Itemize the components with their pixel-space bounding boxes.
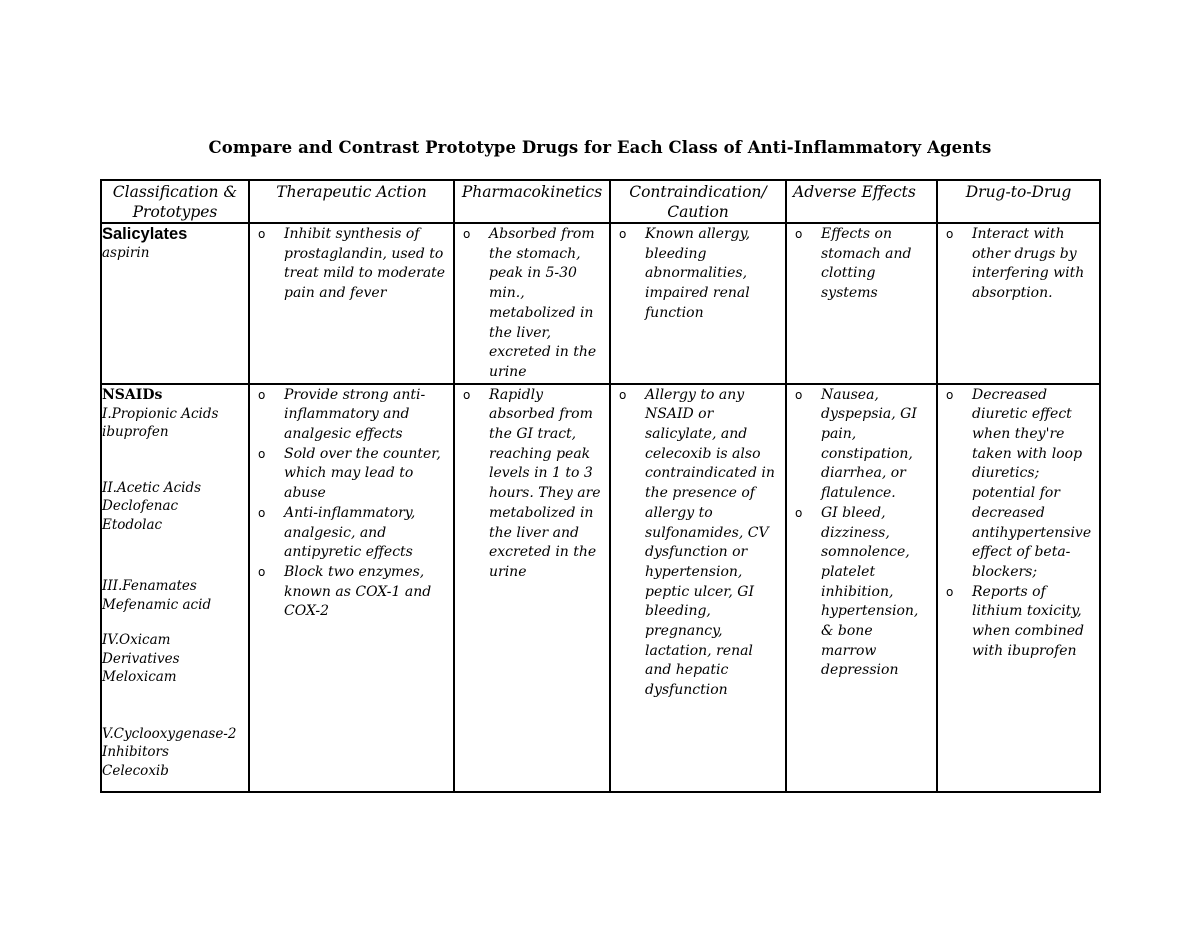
bullet-icon: o [258,564,266,579]
prototype-drug: Declofenac [102,498,179,515]
list-item: o Anti-inflammatory, analgesic, and antipyretic effects [258,504,416,561]
table-header-row [101,180,1100,223]
bullet-icon: o [795,227,803,241]
contraindication-cell [610,384,786,792]
bullet-icon: o [258,227,266,241]
prototype-drug: Mefenamic acid [102,596,212,613]
adverse-effects-cell [786,223,937,384]
list-item: o Effects on stomach and clotting systems [795,226,912,302]
bullet-icon: o [946,584,954,599]
therapeutic-action-cell [249,384,454,792]
adverse-effects-cell [786,384,937,792]
prototype-drug: aspirin [102,245,150,261]
pharmacokinetics-cell [454,384,610,792]
list-item: o Rapidly absorbed from the GI tract, reaching peak levels in 1 to 3 hours. They are metabolized in the liver and excreted in the urine [463,386,601,580]
classification-cell [101,223,249,384]
header-adverse-effects: Adverse Effects [786,180,937,223]
list-item: o Reports of lithium toxicity, when combined with ibuprofen [946,583,1084,659]
list-item: o Block two enzymes, known as COX-1 and COX-2 [258,563,432,620]
subclass-name: IV.Oxicam Derivatives [102,632,180,667]
bullet-icon: o [619,387,627,402]
document-title: Compare and Contrast Prototype Drugs for Each Class of Anti-Inflammatory Agents [208,138,992,157]
list-item: o Decreased diuretic effect when they're taken with loop diuretics; potential for decreased antihypertensive effect of beta-blockers; [946,386,1092,580]
subclass-name: V.Cyclooxygenase-2 Inhibitors [102,725,237,761]
header-drug-to-drug: Drug-to-Drug [937,180,1100,223]
prototype-drug: Celecoxib [102,762,169,779]
class-name: Salicylates [102,225,188,243]
prototype-drug: Meloxicam [102,669,177,686]
drug-to-drug-cell [937,384,1100,792]
list-item: o Known allergy, bleeding abnormalities, impaired renal function [619,226,751,321]
subclass-name: III.Fenamates [102,578,197,595]
prototype-drug: Etodolac [102,516,163,533]
list-item: o Allergy to any NSAID or salicylate, and celecoxib is also contraindicated in the presence of allergy to sulfonamides, CV dysfunction or hypertension, peptic ulcer, GI bleeding, pregnancy, lactation, renal and hepatic dysfunction [619,386,775,699]
table-row-nsaids [101,384,1100,792]
bullet-icon: o [795,505,803,520]
list-item: o GI bleed, dizziness, somnolence, platelet inhibition, hypertension, & bone marrow depression [795,504,919,679]
bullet-icon: o [946,387,954,402]
bullet-icon: o [258,505,266,520]
prototype-drug: ibuprofen [102,424,169,441]
bullet-icon: o [619,227,627,241]
list-item: o Absorbed from the stomach, peak in 5-30 min., metabolized in the liver, excreted in the urine [463,226,597,380]
header-therapeutic-action: Therapeutic Action [249,180,454,223]
bullet-icon: o [463,387,471,402]
header-contraindication: Contraindication/ Caution [610,180,786,223]
contraindication-cell [610,223,786,384]
drug-to-drug-cell [937,223,1100,384]
list-item: o Interact with other drugs by interfering with absorption. [946,226,1085,302]
class-name: NSAIDs [102,386,163,403]
header-pharmacokinetics: Pharmacokinetics [454,180,610,223]
list-item: o Sold over the counter, which may lead to abuse [258,445,441,502]
comparison-table [100,179,1101,793]
pharmacokinetics-cell [454,223,610,384]
list-item: o Inhibit synthesis of prostaglandin, used to treat mild to moderate pain and fever [258,226,446,302]
bullet-icon: o [946,227,954,241]
table-row-salicylates [101,223,1100,384]
list-item: o Provide strong anti-inflammatory and analgesic effects [258,386,426,443]
subclass-name: II.Acetic Acids [102,479,202,496]
bullet-icon: o [258,387,266,402]
bullet-icon: o [258,446,266,461]
subclass-name: I.Propionic Acids [102,405,219,422]
classification-cell [101,384,249,792]
bullet-icon: o [463,227,471,241]
therapeutic-action-cell [249,223,454,384]
bullet-icon: o [795,387,803,402]
header-classification: Classification & Prototypes [101,180,249,223]
list-item: o Nausea, dyspepsia, GI pain, constipation, diarrhea, or flatulence. [795,386,917,502]
